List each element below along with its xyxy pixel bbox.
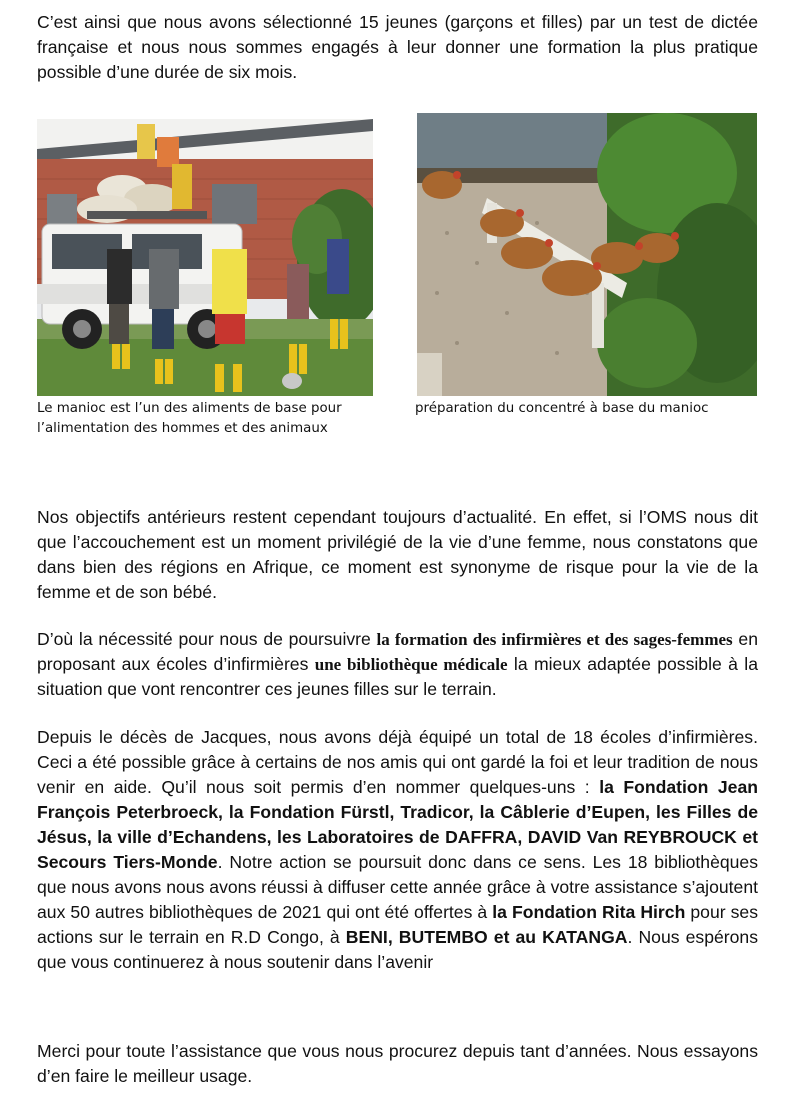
- donors-bold-list: la Fondation Jean François Peterbroeck, la Fondation Fürstl, Tradicor, la Câblerie d’Eupen, les Filles de Jésus, la ville d’Echandens, les Laboratoires de DAFFRA, DAVID Van REYBROUCK et Secours Tiers-Monde: [37, 777, 758, 872]
- necessity-text-before: D’où la nécessité pour nous de poursuivre: [37, 629, 377, 649]
- donors-text-3: pour ses actions sur le terrain en R.D Congo, à: [37, 902, 759, 947]
- chickens-illustration: [417, 113, 757, 396]
- cassava-car-photo: [37, 119, 373, 396]
- objectives-paragraph: Nos objectifs antérieurs restent cependant toujours d’actualité. En effet, si l’OMS nous dit que l’accouchement est un moment privilégié de la vie d’une femme, nous constatons que dans bien des régions en Afrique, ce moment est synonyme de risque pour la vie de la femme et de son bébé.: [37, 507, 758, 602]
- closing-paragraph: Merci pour toute l’assistance que vous nous procurez depuis tant d’années. Nous essayons d’en faire le meilleur usage.: [37, 1041, 758, 1086]
- photo1-caption: [37, 399, 377, 439]
- necessity-text-middle: en proposant aux écoles d’infirmières: [37, 629, 758, 674]
- necessity-bold-training: la formation des infirmières et des sages-femmes: [376, 630, 733, 649]
- donors-bold-rita: la Fondation Rita Hirch: [492, 902, 686, 922]
- necessity-paragraph: [37, 627, 758, 702]
- donors-bold-places: BENI, BUTEMBO et au KATANGA: [345, 927, 628, 947]
- photo1-caption-line1: Le manioc est l’un des aliments de base pour: [37, 401, 342, 416]
- cassava-car-illustration: [37, 119, 373, 396]
- photo1-caption-line2: l’alimentation des hommes et des animaux: [37, 421, 328, 436]
- necessity-text-after: la mieux adaptée possible à la situation que vont rencontrer ces jeunes filles sur le terrain.: [37, 654, 758, 699]
- donors-paragraph: [37, 725, 758, 975]
- photo2-caption: [415, 399, 760, 419]
- photo2-caption-line1: préparation du concentré à base du manioc: [415, 401, 709, 416]
- donors-text-2: . Notre action se poursuit donc dans ce sens. Les 18 bibliothèques que nous avons nous avons réussi à diffuser cette année grâce à votre assistance s’ajoutent aux 50 autres bibliothèques de 2021 qui ont été offertes à: [37, 852, 759, 922]
- chickens-feeding-photo: [417, 113, 757, 396]
- donors-text-1: Depuis le décès de Jacques, nous avons déjà équipé un total de 18 écoles d’infirmières. Ceci a été possible grâce à certains de nos amis qui ont gardé la foi et leur tradition de nous venir en aide. Qu’il nous soit permis d’en nommer quelques-uns :: [37, 727, 758, 797]
- intro-paragraph: C’est ainsi que nous avons sélectionné 15 jeunes (garçons et filles) par un test de dictée française et nous nous sommes engagés à leur donner une formation la plus pratique possible d’une durée de six mois.: [37, 12, 758, 82]
- donors-text-4: . Nous espérons que vous continuerez à nous soutenir dans l’avenir: [37, 927, 758, 972]
- necessity-bold-library: une bibliothèque médicale: [314, 655, 508, 674]
